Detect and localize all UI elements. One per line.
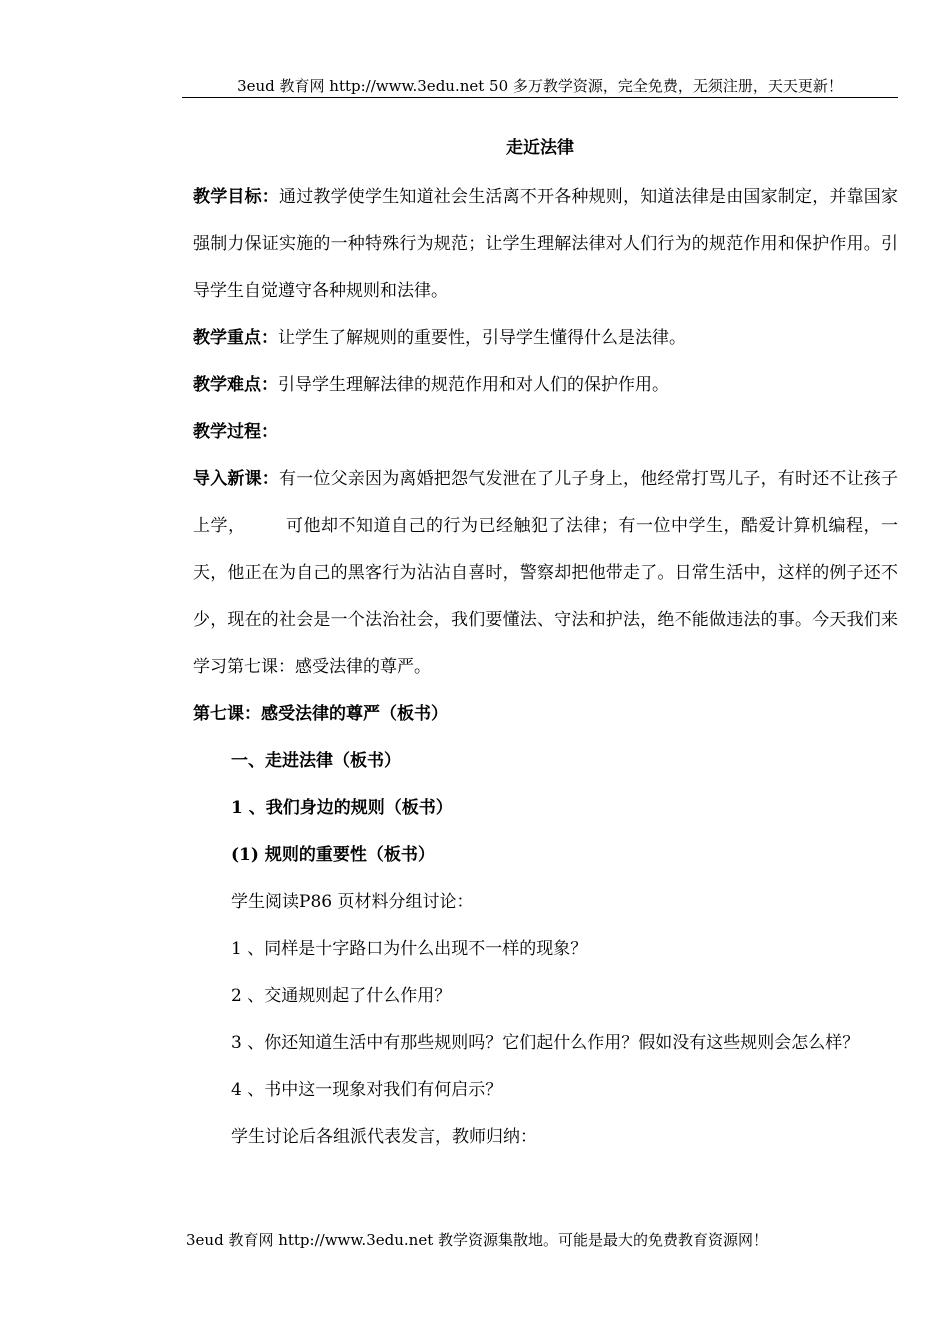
teaching-key-point-text: 让学生了解规则的重要性，引导学生懂得什么是法律。 xyxy=(278,328,686,348)
point-heading: (1) 规则的重要性（板书） xyxy=(231,845,435,865)
teaching-objective-text: 通过教学使学生知道社会生活离不开各种规则，知道法律是由国家制定，并靠国家强制力保证实施的一种特殊行为规范；让学生理解法律对人们行为的规范作用和保护作用。引导学生自觉遵守各种规则和法律。 xyxy=(193,187,898,301)
section-heading: 一、走进法律（板书） xyxy=(231,751,401,771)
teaching-difficulty-label: 教学难点： xyxy=(193,375,278,395)
teaching-key-point xyxy=(193,315,898,362)
teaching-difficulty-text: 引导学生理解法律的规范作用和对人们的保护作用。 xyxy=(278,375,669,395)
discussion-question-1: 1 、同样是十字路口为什么出现不一样的现象？ xyxy=(231,939,588,959)
lesson-heading: 第七课：感受法律的尊严（板书） xyxy=(193,704,448,724)
reading-prompt: 学生阅读P86 页材料分组讨论： xyxy=(231,892,474,912)
teaching-objective xyxy=(193,174,898,315)
discussion-question-3: 3 、你还知道生活中有那些规则吗？它们起什么作用？假如没有这些规则会怎么样？ xyxy=(231,1033,860,1053)
subsection-heading: 1 、我们身边的规则（板书） xyxy=(231,798,453,818)
page-header: 3eud 教育网 http://www.3edu.net 50 多万教学资源，完全免费，无须注册，天天更新！ xyxy=(237,77,843,95)
discussion-question-4: 4 、书中这一现象对我们有何启示？ xyxy=(231,1080,503,1100)
teaching-key-point-label: 教学重点： xyxy=(193,328,278,348)
teaching-process-label: 教学过程： xyxy=(193,422,278,442)
lesson-introduction-text-1: 有一位父亲因为离婚把怨气发泄在了儿子身上，他经常打骂儿子，有时还不让孩子上学， xyxy=(193,469,898,536)
teaching-difficulty xyxy=(193,362,898,409)
summary-prompt: 学生讨论后各组派代表发言，教师归纳： xyxy=(231,1127,537,1147)
document-title: 走近法律 xyxy=(506,138,574,158)
header-divider xyxy=(182,97,898,98)
teaching-objective-label: 教学目标： xyxy=(193,187,279,207)
page-footer: 3eud 教育网 http://www.3edu.net 教学资源集散地。可能是最大的免费教育资源网！ xyxy=(186,1231,768,1249)
lesson-introduction-text-2: 可他却不知道自己的行为已经触犯了法律；有一位中学生，酷爱计算机编程，一天，他正在为自己的黑客行为沾沾自喜时，警察却把他带走了。日常生活中，这样的例子还不少，现在的社会是一个法治社会，我们要懂法、守法和护法，绝不能做违法的事。今天我们来学习第七课：感受法律的尊严。 xyxy=(193,516,898,677)
discussion-question-2: 2 、交通规则起了什么作用？ xyxy=(231,986,452,1006)
lesson-introduction xyxy=(193,456,898,691)
lesson-introduction-label: 导入新课： xyxy=(193,469,279,489)
document-body xyxy=(193,174,898,1161)
